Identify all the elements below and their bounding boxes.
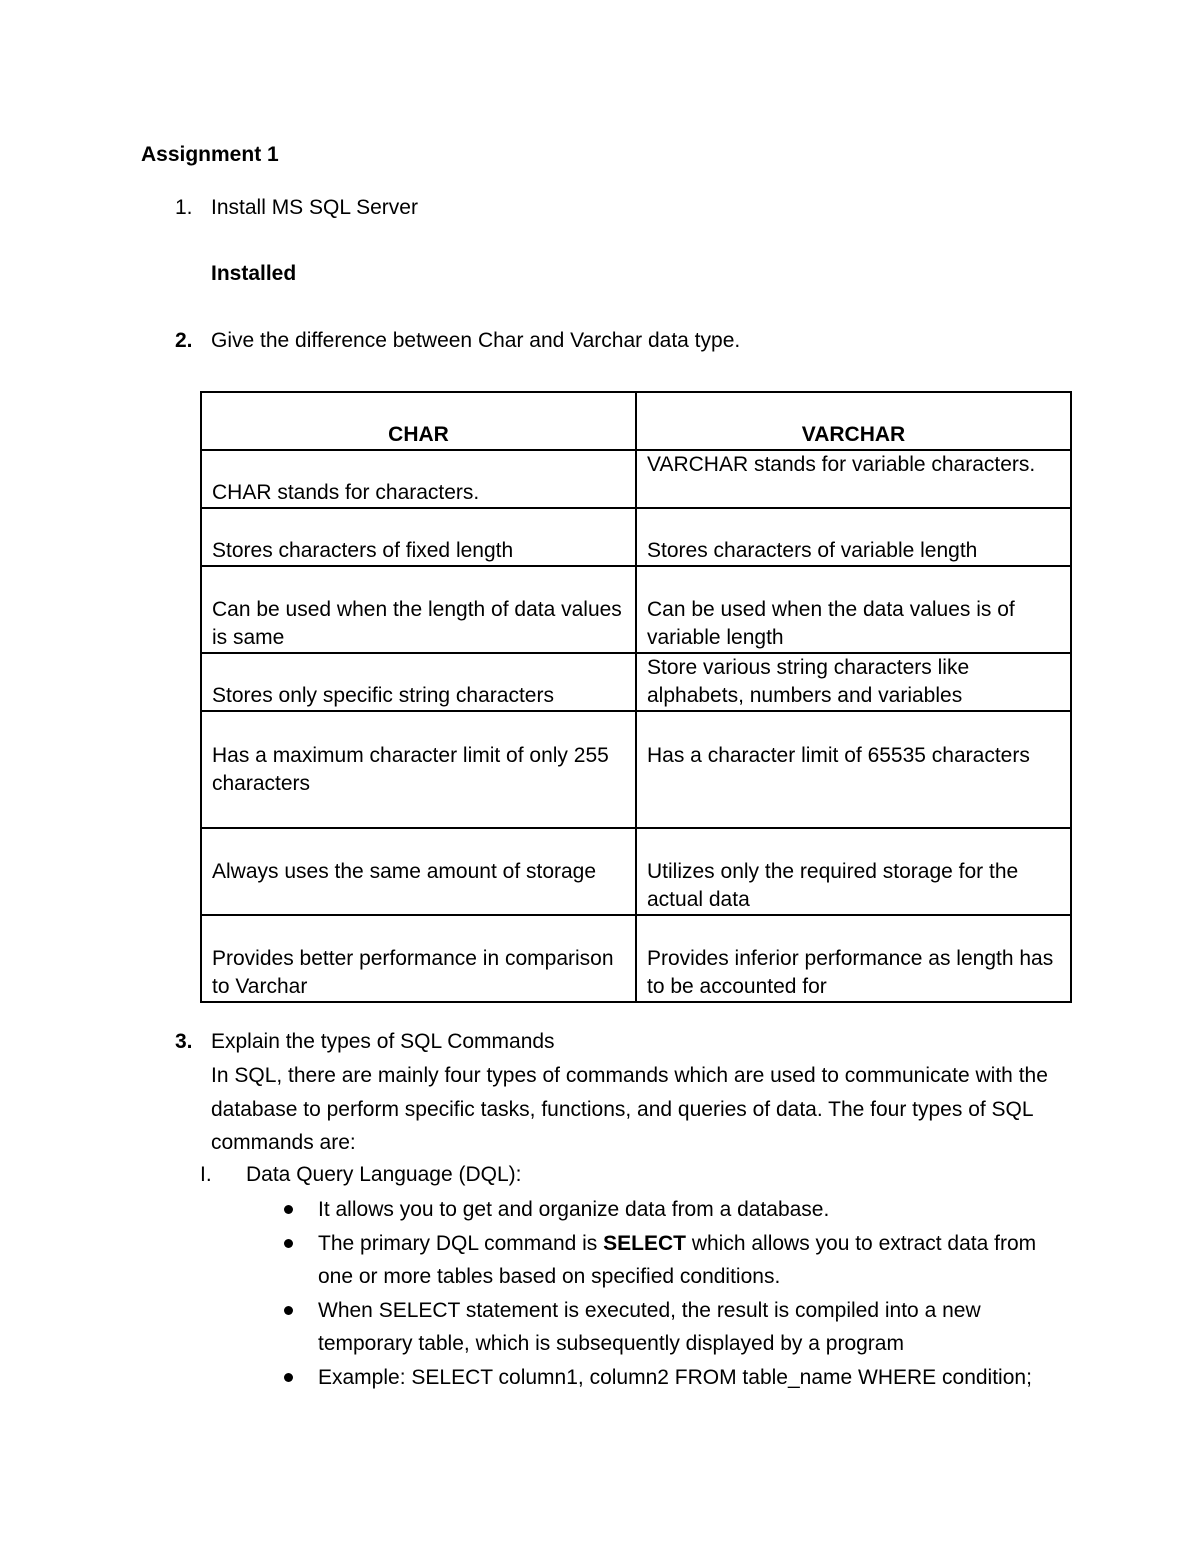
table-cell: Always uses the same amount of storage <box>201 828 636 915</box>
bullet-icon <box>284 1306 293 1315</box>
bullet-text: It allows you to get and organize data from a database. <box>318 1198 830 1221</box>
bullet-text: Example: SELECT column1, column2 FROM table_name WHERE condition; <box>318 1365 1032 1389</box>
question-3-paragraph: In SQL, there are mainly four types of commands which are used to communicate with the database to perform specific tasks, functions, and queries of data. The four types of SQL commands are: <box>211 1064 1048 1154</box>
bullet-text-post: which allows you to extract data from one or more tables based on specified conditions. <box>318 1231 1037 1288</box>
table-cell: Has a character limit of 65535 characters <box>636 711 1071 828</box>
table-cell: Store various string characters like alphabets, numbers and variables <box>636 653 1071 711</box>
bullet-text: When SELECT statement is executed, the result is compiled into a new temporary table, which is subsequently displayed by a program <box>318 1298 981 1355</box>
table-cell: VARCHAR stands for variable characters. <box>636 450 1071 508</box>
table-cell: Provides better performance in comparison to Varchar <box>201 915 636 1002</box>
question-2-number: 2. <box>175 329 193 352</box>
question-1-number: 1. <box>175 196 193 219</box>
table-cell: Stores only specific string characters <box>201 653 636 711</box>
table-row <box>201 828 1071 915</box>
bullet-text-pre: The primary DQL command is <box>318 1231 604 1255</box>
table-cell: Utilizes only the required storage for the actual data <box>636 828 1071 915</box>
table-row <box>201 508 1071 566</box>
question-3-number: 3. <box>175 1030 193 1053</box>
list-item <box>280 1361 1060 1395</box>
table-cell: Can be used when the data values is of variable length <box>636 566 1071 653</box>
bullet-icon <box>284 1205 293 1214</box>
table-row <box>201 566 1071 653</box>
table-cell: Stores characters of fixed length <box>201 508 636 566</box>
bullet-icon <box>284 1239 293 1248</box>
table-cell: Provides inferior performance as length has to be accounted for <box>636 915 1071 1002</box>
table-cell: Stores characters of variable length <box>636 508 1071 566</box>
select-keyword: SELECT <box>603 1231 686 1255</box>
question-1-text: Install MS SQL Server <box>211 196 418 219</box>
subsection-title: Data Query Language (DQL): <box>246 1163 522 1186</box>
table-row <box>201 915 1071 1002</box>
table-cell: CHAR stands for characters. <box>201 450 636 508</box>
list-item <box>280 1227 1060 1294</box>
subsection-numeral: I. <box>200 1163 212 1186</box>
table-header-char: CHAR <box>201 392 636 450</box>
table-header-varchar: VARCHAR <box>636 392 1071 450</box>
table-cell: Has a maximum character limit of only 255 characters <box>201 711 636 828</box>
bullet-icon <box>284 1373 293 1382</box>
list-item <box>280 1294 1060 1361</box>
question-2-text: Give the difference between Char and Varchar data type. <box>211 329 741 352</box>
question-1-answer: Installed <box>211 262 297 285</box>
table-row <box>201 653 1071 711</box>
question-3-text: Explain the types of SQL Commands <box>211 1030 555 1053</box>
table-row <box>201 711 1071 828</box>
dql-bullet-list <box>280 1193 1060 1394</box>
char-varchar-comparison-table <box>200 391 1072 1003</box>
table-row <box>201 450 1071 508</box>
table-cell: Can be used when the length of data values is same <box>201 566 636 653</box>
table-header-row <box>201 392 1071 450</box>
list-item <box>280 1193 1060 1227</box>
page-title: Assignment 1 <box>141 143 279 166</box>
